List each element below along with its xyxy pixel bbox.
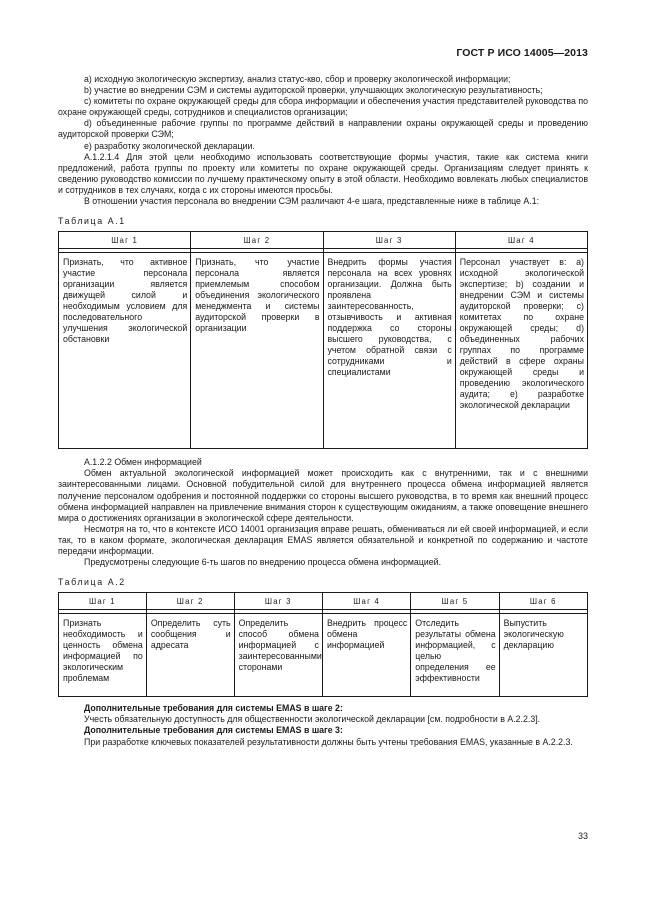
table-header-row bbox=[59, 232, 588, 249]
table-row bbox=[59, 614, 588, 697]
table-cell: Отследить результаты обмена информацией, с целью определения ее эффективности bbox=[411, 614, 499, 697]
table-row bbox=[59, 253, 588, 449]
list-item-c: с) комитеты по охране окружающей среды для сбора информации и обеспечения участия представителей руководства по охране окружающей среды, сотрудников и специалистов организации; bbox=[58, 96, 588, 118]
steps-intro-paragraph: В отношении участия персонала во внедрении СЭМ различают 4-е шага, представленные ниже в таблице А.1: bbox=[84, 196, 540, 207]
req-step3-text: При разработке ключевых показателей результативности должны быть учтены требования EMAS, указанные в А.2.2.3. bbox=[84, 736, 573, 747]
section-title: А.1.2.2 Обмен информацией bbox=[84, 457, 202, 468]
req-step3-title: Дополнительные требования для системы EMAS в шаге 3: bbox=[84, 725, 343, 736]
list-item-b: b) участие во внедрении СЭМ и системы аудиторской проверки, улучшающих экологическую результативность; bbox=[84, 85, 543, 96]
table-a1 bbox=[58, 231, 588, 449]
table-header-cell: Шаг 4 bbox=[455, 232, 587, 249]
table-header-cell: Шаг 2 bbox=[146, 593, 234, 610]
table-header-cell: Шаг 3 bbox=[234, 593, 322, 610]
exchange-paragraph-1: Обмен актуальной экологической информацией может происходить как с внутренними, так и с внешними заинтересованными лицами. Основной побудительной силой для внутреннего процесса обмена информацией является получение персоналом одобрения и постоянной поддержки со стороны высшего руководства, в то время как внешний процесс обмена информацией направлен на привлечение внимания сторон к существующим ожиданиям, а также оповещение внешнего мира о достижениях организации в экологической сфере деятельности. bbox=[58, 468, 588, 523]
table-header-row bbox=[59, 593, 588, 610]
table-cell: Внедрить формы участия персонала на всех уровнях организации. Должна быть проявлена заинтересованность, отзывчивость и активная поддержка со стороны высшего руководства, с учетом обратной связи с сотрудниками и специалистами bbox=[323, 253, 455, 449]
list-item-a: а) исходную экологическую экспертизу, анализ статус-кво, сбор и проверку экологической информации; bbox=[84, 74, 511, 84]
req-step2-text: Учесть обязательную доступность для общественности экологической декларации [см. подробности в А.2.2.3]. bbox=[84, 714, 541, 725]
table-cell: Персонал участвует в: а) исходной экологической экспертизе; b) создании и внедрении СЭМ и системы аудиторской проверки; с) комитетах по охране окружающей среды; d) объединенных рабочих группах по программе действий в сфере охраны окружающей среды и проведению экологического аудита; е) разработке экологической декларации bbox=[455, 253, 587, 449]
table-cell: Признать, что активное участие персонала организации является движущей силой и необходимым условием для последовательного улучшения экологической обстановки bbox=[59, 253, 191, 449]
table-cell: Внедрить процесс обмена информацией bbox=[322, 614, 410, 697]
table-cell: Определить способ обмена информацией с заинтересованными сторонами bbox=[234, 614, 322, 697]
table-header-cell: Шаг 2 bbox=[191, 232, 323, 249]
table-header-cell: Шаг 1 bbox=[59, 593, 147, 610]
table-header-cell: Шаг 1 bbox=[59, 232, 191, 249]
page-number: 33 bbox=[577, 831, 588, 841]
exchange-paragraph-3: Предусмотрены следующие 6-ть шагов по внедрению процесса обмена информацией. bbox=[84, 557, 442, 568]
document-id-header: ГОСТ Р ИСО 14005—2013 bbox=[456, 47, 588, 59]
clause-a1214: А.1.2.1.4 Для этой цели необходимо использовать соответствующие формы участия, такие как система книги предложений, работа группы по проекту или комитеты по охране окружающей среды. Организациям следует принять к сведению руководство комиссии по лучшему практическому опыту в этой области. Необходимо вовлекать любых специалистов и сотрудников в тех случаях, когда с их стороны имеются просьбы. bbox=[58, 151, 588, 195]
req-step2-title: Дополнительные требования для системы EMAS в шаге 2: bbox=[84, 703, 343, 714]
table-header-cell: Шаг 4 bbox=[322, 593, 410, 610]
list-item-e: е) разработку экологической декларации. bbox=[84, 140, 255, 151]
table-cell: Выпустить экологическую декларацию bbox=[499, 614, 587, 697]
exchange-paragraph-2: Несмотря на то, что в контексте ИСО 14001 организация вправе решать, обмениваться ли ей своей информацией, и если так, то в каком формате, экологическая декларация EMAS является обязательной и конкретной по содержанию и частоте передачи информации. bbox=[58, 523, 588, 556]
table-a2-caption: Таблица А.2 bbox=[58, 577, 126, 588]
table-a2 bbox=[58, 592, 588, 697]
table-header-cell: Шаг 3 bbox=[323, 232, 455, 249]
table-a1-caption: Таблица А.1 bbox=[58, 216, 126, 227]
table-header-cell: Шаг 5 bbox=[411, 593, 499, 610]
table-cell: Признать, что участие персонала является приемлемым способом объединения экологического менеджмента и системы аудиторской проверки в организации bbox=[191, 253, 323, 449]
table-cell: Признать необходимость и ценность обмена информацией по экологическим проблемам bbox=[59, 614, 147, 697]
table-cell: Определить суть сообщения и адресата bbox=[146, 614, 234, 697]
list-item-d: d) объединенные рабочие группы по программе действий в направлении охраны окружающей среды и проведению аудиторской проверки СЭМ; bbox=[58, 118, 588, 140]
table-header-cell: Шаг 6 bbox=[499, 593, 587, 610]
page-body bbox=[58, 74, 588, 748]
